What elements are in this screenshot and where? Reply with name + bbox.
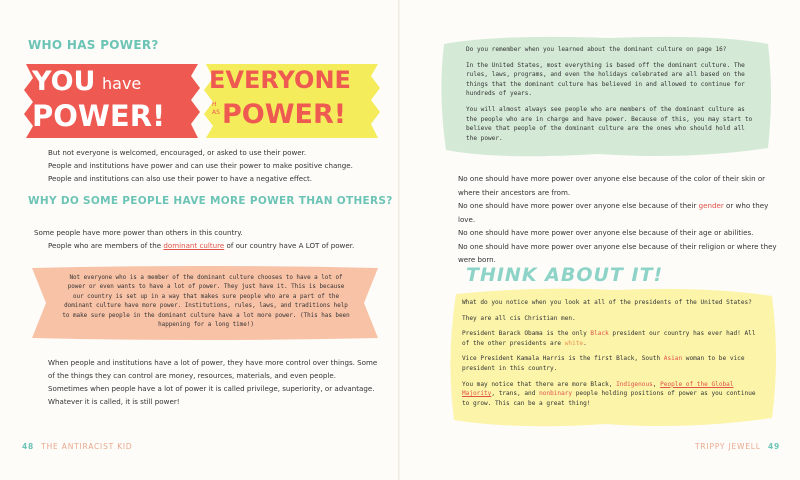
think-about-it-text (462, 298, 762, 414)
white-highlight: white (564, 339, 584, 347)
power-word-you: POWER! (32, 99, 166, 133)
no-one-l2-after: or who they love. (458, 201, 769, 224)
green-note-para: Do you remember when you learned about the dominant culture on page 16? (466, 46, 727, 53)
footer-author: TRIPPY JEWELL (695, 442, 761, 451)
green-note-para: In the United States, most everything is based off the dominant culture. The rules, laws, programs, and even the holidays celebrated are all based on the things that the dominant culture has believed in and allowed to continue for hundreds of years. (466, 61, 745, 98)
left-footer (22, 442, 133, 451)
closing-para: Sometimes when people have a lot of power it is called privilege, superiority, or advantage. Whatever it is called, it is still power! (48, 384, 375, 406)
right-page (400, 0, 800, 480)
have-word: have (102, 74, 142, 93)
no-one-line: No one should have more power over anyone else because of the color of their skin or where their ancestors are from. (458, 174, 766, 197)
indigenous-highlight: Indigenous (616, 380, 653, 388)
s2-line2-before: People who are members of the (48, 241, 164, 250)
think-para-future (462, 380, 762, 409)
closing-para: When people and institutions have a lot of power, they have more control over things. Some of the things they can control are money, resources, materials, and even people. (48, 358, 378, 380)
think-question: What do you notice when you look at all of the presidents of the United States? (462, 299, 752, 306)
think-answer: They are all cis Christian men. (462, 314, 576, 322)
nonbinary-highlight: nonbinary (539, 390, 573, 398)
s2-line2-after: of our country have A LOT of power. (224, 241, 355, 250)
asian-highlight: Asian (663, 355, 683, 363)
footer-book-title: THE ANTIRACIST KID (41, 442, 133, 451)
right-footer (695, 442, 780, 451)
footer-page-number: 49 (767, 442, 780, 451)
s2-line2 (34, 239, 384, 252)
green-note-text (466, 45, 756, 149)
section2-paragraphs (34, 226, 384, 252)
green-note-para: You will almost always see people who are members of the dominant culture as the people who are in charge and have power. Because of this, you may start to believe that people of the dominant culture are the ones who should hold all the power. (466, 105, 753, 142)
p4-a: You may notice that there are more Black, (462, 380, 617, 388)
intro-line: People and institutions can also use their power to have a negative effect. (48, 174, 313, 183)
p3-a: Vice President Kamala Harris is the first Black, South (462, 355, 664, 363)
p4-c: people holding positions of power as you continue to grow. This can be a great thing! (462, 390, 756, 407)
footer-page-number: 48 (22, 442, 35, 451)
power-word-everyone: POWER! (222, 99, 347, 130)
p2-b: president our country has ever had! All of the other presidents are (462, 330, 756, 347)
black-highlight: Black (590, 330, 609, 338)
has-word: HAS (212, 101, 220, 116)
p2-a: President Barack Obama is the only (462, 330, 591, 338)
pogm-highlight: People of the Global Majority (462, 380, 734, 398)
think-about-it-title: THINK ABOUT IT! (466, 264, 664, 286)
section-title-who-has-power: WHO HAS POWER? (28, 38, 159, 52)
p2-c: . (583, 339, 587, 347)
think-para-harris (462, 354, 762, 373)
intro-line: People and institutions have power and can use their power to make positive change. (48, 161, 353, 170)
think-para-obama (462, 329, 762, 348)
p4-comma: , (652, 380, 661, 388)
p4-b: , trans, and (491, 390, 540, 398)
intro-line: But not everyone is welcomed, encouraged, or asked to use their power. (48, 148, 307, 157)
p3-b: woman to be vice president in this country. (462, 355, 745, 372)
no-one-line: No one should have more power over anyone else because of their religion or where they were born. (458, 241, 777, 264)
section-title-why-some-people: WHY DO SOME PEOPLE HAVE MORE POWER THAN OTHERS? (28, 195, 393, 207)
everyone-word: EVERYONE (209, 66, 351, 94)
gender-highlight: gender (698, 201, 724, 210)
no-one-line: No one should have more power over anyone else because of their age or abilities. (458, 228, 754, 237)
you-word: YOU (32, 66, 96, 97)
no-one-paragraphs (444, 172, 784, 267)
no-one-line (444, 199, 784, 226)
intro-paragraphs (48, 146, 388, 185)
closing-paragraphs (34, 356, 384, 408)
s2-line1: Some people have more power than others in this country. (34, 228, 243, 237)
dominant-culture-highlight: dominant culture (163, 241, 225, 250)
ribbon-text: Not everyone who is a member of the dominant culture chooses to have a lot of power or even wants to have a lot of power. They just have it. This is because our country is set up in a way that makes sure people who are a part of the dominant culture have more power. Institutions, rules, laws, and traditions help to make sure people in the dominant culture have a lot more power. (This has been happening for a long time!) (62, 275, 350, 329)
no-one-l2-before: No one should have more power over anyone else because of their (458, 201, 699, 210)
